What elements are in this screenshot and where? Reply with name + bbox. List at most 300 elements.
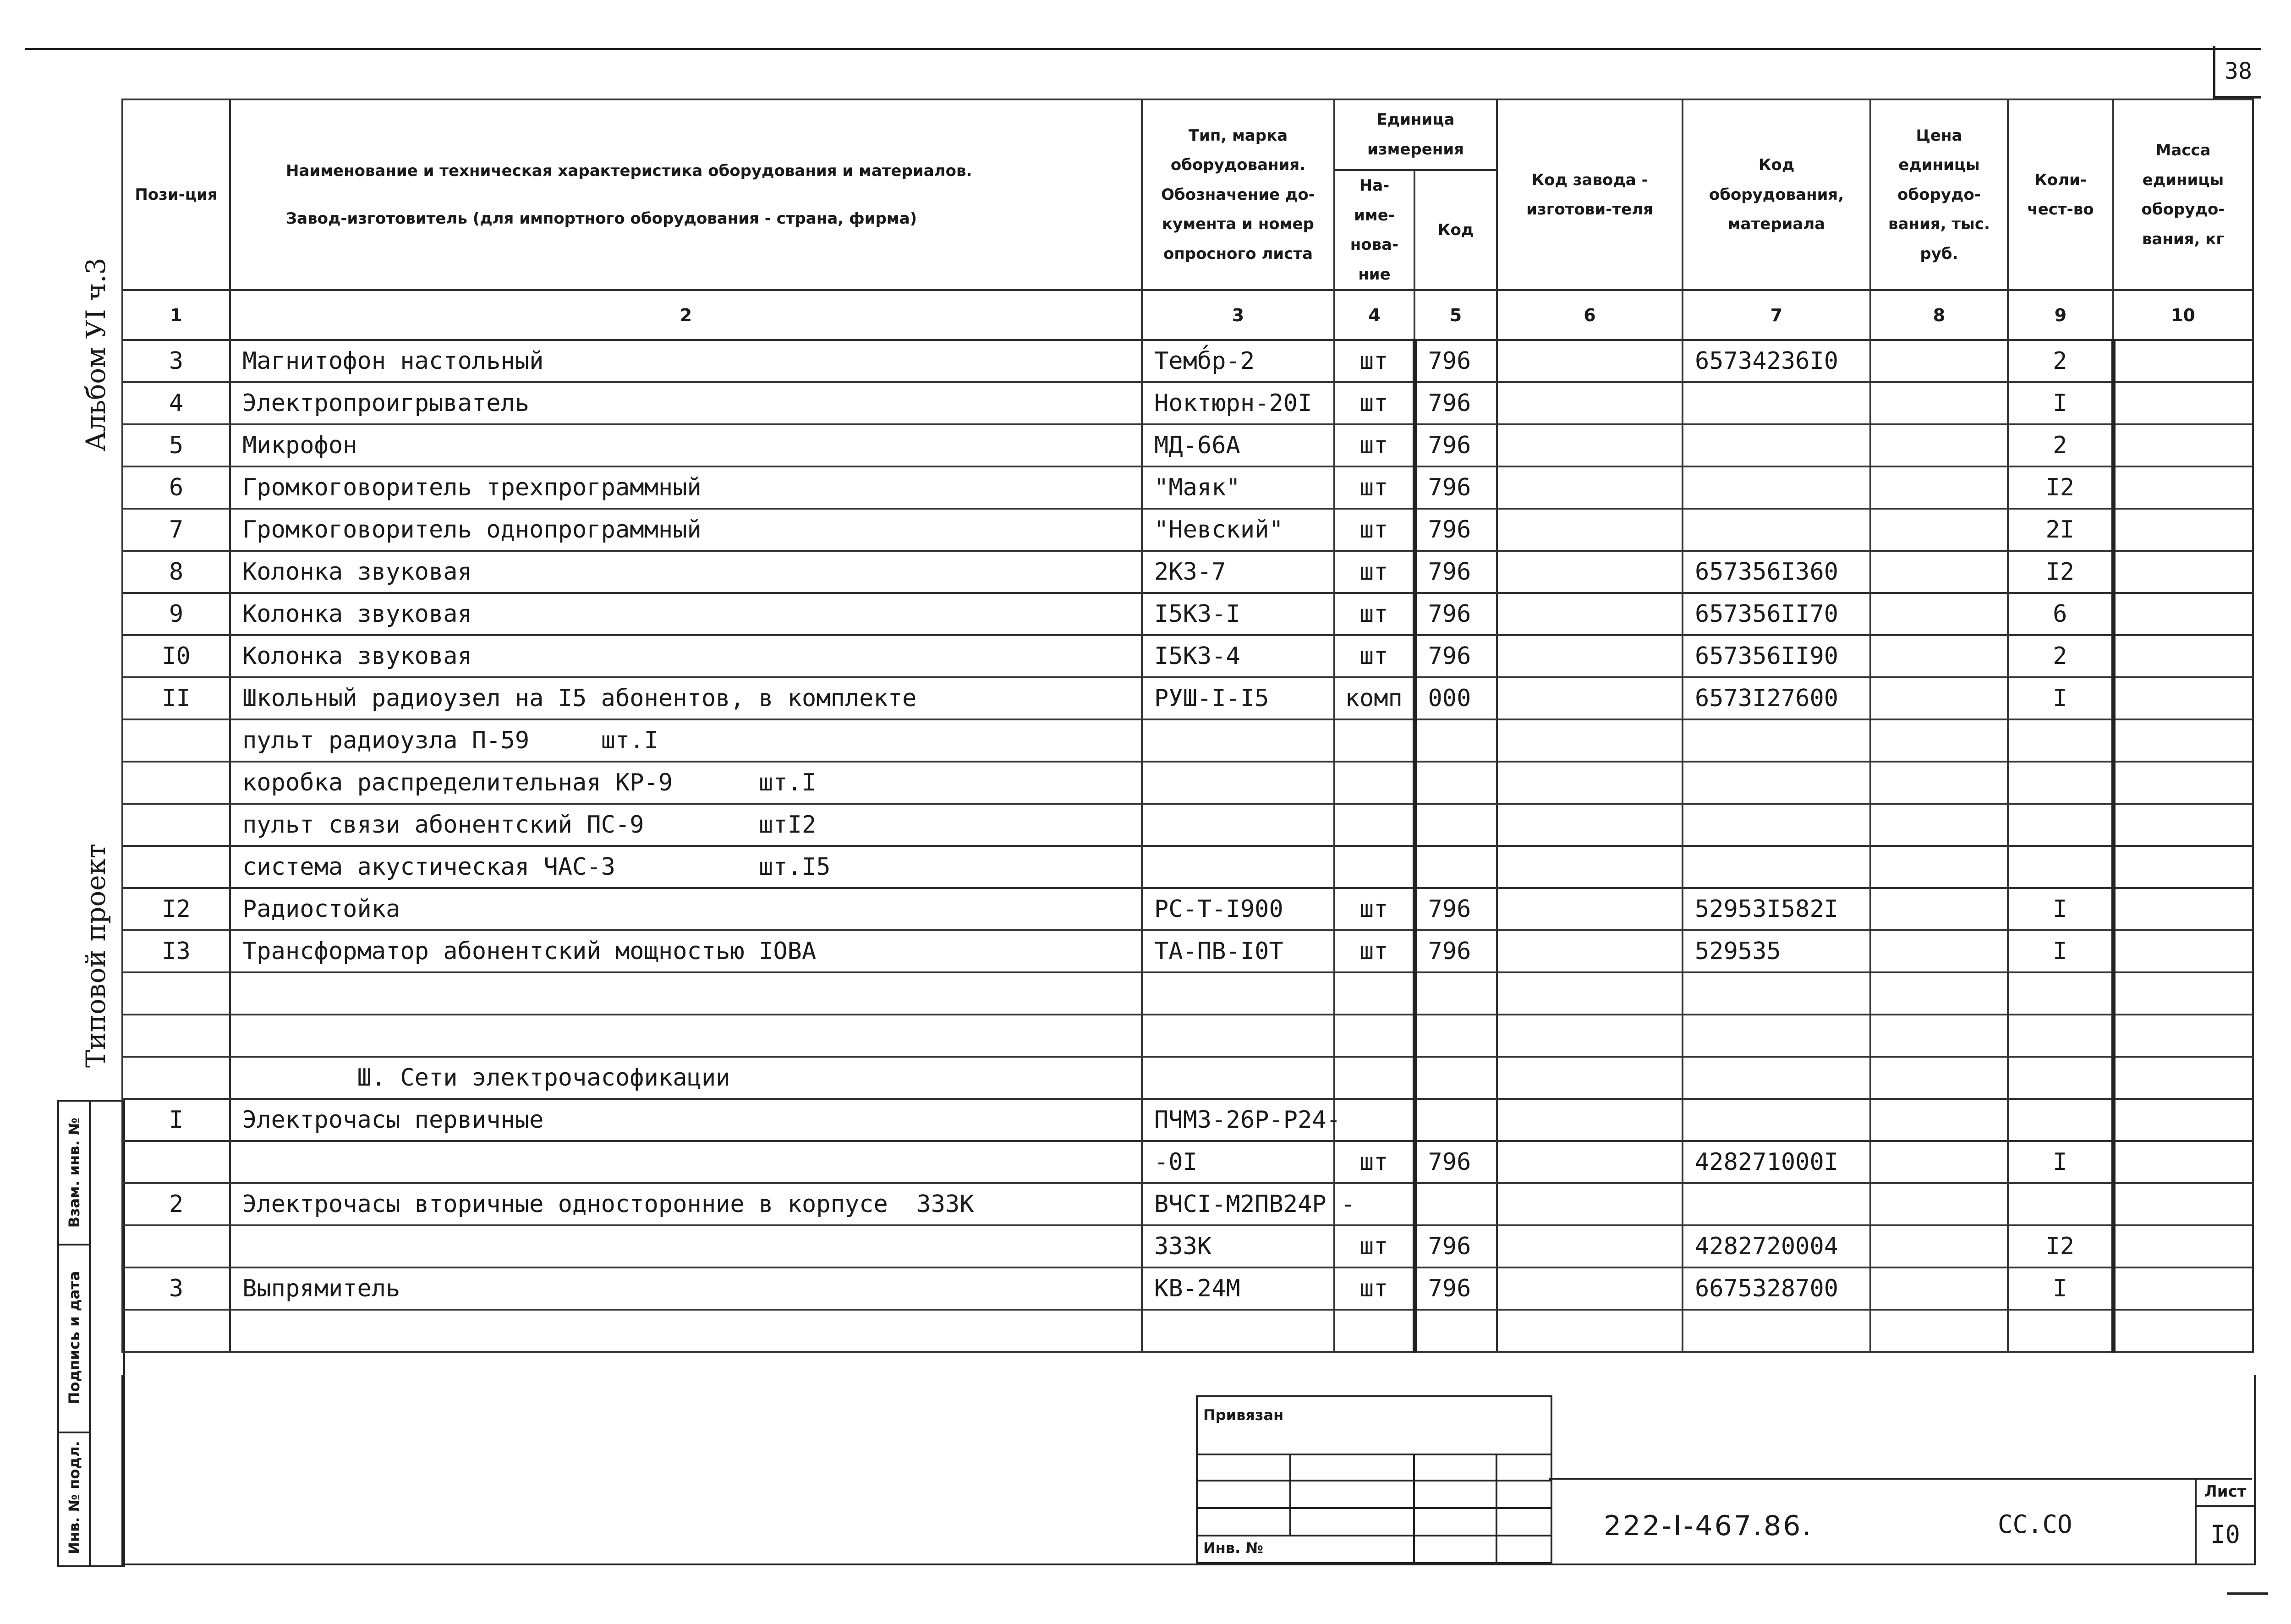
cell-position: 6 bbox=[122, 466, 230, 509]
cell-mass bbox=[2113, 1310, 2253, 1352]
cell-name: пульт связи абонентский ПС-9 штI2 bbox=[230, 804, 1142, 846]
cell-position: 3 bbox=[122, 340, 230, 382]
cell-mass bbox=[2113, 424, 2253, 466]
cell-factory-code bbox=[1497, 1099, 1683, 1141]
cell-position: 3 bbox=[122, 1267, 230, 1310]
cell-price bbox=[1870, 804, 2008, 846]
cell-unit-code bbox=[1414, 1310, 1497, 1352]
cell-type: I5КЗ-I bbox=[1142, 593, 1334, 635]
stamp-inv-no: Инв. № bbox=[1203, 1539, 1263, 1557]
column-number: 3 bbox=[1142, 290, 1334, 340]
side-stamp bbox=[57, 1100, 125, 1567]
header-type: Тип, марка оборудования. Обозначение до-кумента и номер опросного листа bbox=[1142, 99, 1334, 290]
table-row bbox=[122, 677, 2253, 719]
cell-unit-code: 796 bbox=[1414, 551, 1497, 593]
cell-position: II bbox=[122, 677, 230, 719]
cell-quantity bbox=[2008, 1015, 2113, 1057]
cell-name bbox=[230, 1015, 1142, 1057]
cell-equipment-code bbox=[1683, 762, 1870, 804]
cell-quantity bbox=[2008, 719, 2113, 762]
cell-position bbox=[122, 1057, 230, 1099]
cell-type: Темб́р-2 bbox=[1142, 340, 1334, 382]
cell-equipment-code: 657342З6I0 bbox=[1683, 340, 1870, 382]
column-number: 8 bbox=[1870, 290, 2008, 340]
table-row bbox=[122, 509, 2253, 551]
cell-name: Громкоговоритель трехпрограммный bbox=[230, 466, 1142, 509]
cell-mass bbox=[2113, 1225, 2253, 1267]
cell-type: ЗЗЗК bbox=[1142, 1225, 1334, 1267]
cell-price bbox=[1870, 1057, 2008, 1099]
cell-equipment-code bbox=[1683, 1099, 1870, 1141]
cell-type: "Маяк" bbox=[1142, 466, 1334, 509]
cell-price bbox=[1870, 466, 2008, 509]
cell-equipment-code bbox=[1683, 804, 1870, 846]
cell-type: Ноктюрн-20I bbox=[1142, 382, 1334, 424]
cell-position bbox=[122, 804, 230, 846]
cell-price bbox=[1870, 1099, 2008, 1141]
cell-factory-code bbox=[1497, 466, 1683, 509]
cell-price bbox=[1870, 930, 2008, 972]
cell-price bbox=[1870, 593, 2008, 635]
cell-mass bbox=[2113, 1015, 2253, 1057]
cell-quantity: 2I bbox=[2008, 509, 2113, 551]
cell-position: 8 bbox=[122, 551, 230, 593]
cell-unit: шт bbox=[1334, 635, 1414, 677]
cell-factory-code bbox=[1497, 1225, 1683, 1267]
cell-unit-code: 796 bbox=[1414, 635, 1497, 677]
cell-unit-code bbox=[1414, 1015, 1497, 1057]
header-mass: Масса единицы оборудо-вания, кг bbox=[2113, 99, 2253, 290]
cell-unit bbox=[1334, 1015, 1414, 1057]
cell-type: ТА-ПВ-I0Т bbox=[1142, 930, 1334, 972]
cell-equipment-code bbox=[1683, 1183, 1870, 1225]
cell-price bbox=[1870, 1183, 2008, 1225]
cell-equipment-code: 657ЗI27600 bbox=[1683, 677, 1870, 719]
table-row bbox=[122, 888, 2253, 930]
cell-unit-code: 796 bbox=[1414, 509, 1497, 551]
cell-unit: шт bbox=[1334, 1267, 1414, 1310]
header-price: Цена единицы оборудо-вания, тыс. руб. bbox=[1870, 99, 2008, 290]
cell-position bbox=[122, 1141, 230, 1183]
table-row bbox=[122, 340, 2253, 382]
side-stamp-inv: Инв. № подл. bbox=[65, 1441, 83, 1554]
cell-unit: шт bbox=[1334, 1225, 1414, 1267]
cell-name: коробка распределительная КР-9 шт.I bbox=[230, 762, 1142, 804]
cell-unit-code bbox=[1414, 719, 1497, 762]
table-row bbox=[122, 593, 2253, 635]
cell-price bbox=[1870, 1015, 2008, 1057]
cell-factory-code bbox=[1497, 424, 1683, 466]
cell-type: ВЧСI-М2ПВ24Р - bbox=[1142, 1183, 1334, 1225]
cell-unit: шт bbox=[1334, 888, 1414, 930]
cell-factory-code bbox=[1497, 719, 1683, 762]
table-row bbox=[122, 551, 2253, 593]
cell-equipment-code bbox=[1683, 719, 1870, 762]
cell-type: "Невский" bbox=[1142, 509, 1334, 551]
cell-mass bbox=[2113, 972, 2253, 1015]
cell-type: I5КЗ-4 bbox=[1142, 635, 1334, 677]
cell-name bbox=[230, 972, 1142, 1015]
cell-quantity: I bbox=[2008, 1267, 2113, 1310]
cell-position bbox=[122, 1310, 230, 1352]
cell-equipment-code: 657356II70 bbox=[1683, 593, 1870, 635]
cell-equipment-code: 657356I360 bbox=[1683, 551, 1870, 593]
cell-type: РС-Т-I900 bbox=[1142, 888, 1334, 930]
cell-unit bbox=[1334, 719, 1414, 762]
cell-mass bbox=[2113, 888, 2253, 930]
table-row bbox=[122, 466, 2253, 509]
cell-position: I bbox=[122, 1099, 230, 1141]
cell-mass bbox=[2113, 762, 2253, 804]
cell-equipment-code: 529535 bbox=[1683, 930, 1870, 972]
cell-unit: шт bbox=[1334, 424, 1414, 466]
cell-unit bbox=[1334, 1099, 1414, 1141]
cell-quantity: I bbox=[2008, 1141, 2113, 1183]
table-row bbox=[122, 1099, 2253, 1141]
cell-unit-code: 796 bbox=[1414, 930, 1497, 972]
cell-unit bbox=[1334, 1057, 1414, 1099]
table-row bbox=[122, 930, 2253, 972]
cell-type: КВ-24М bbox=[1142, 1267, 1334, 1310]
column-number: 4 bbox=[1334, 290, 1414, 340]
table-row bbox=[122, 1183, 2253, 1225]
cell-unit: шт bbox=[1334, 382, 1414, 424]
table-row bbox=[122, 762, 2253, 804]
header-position: Пози-ция bbox=[122, 99, 230, 290]
column-number: 7 bbox=[1683, 290, 1870, 340]
cell-equipment-code bbox=[1683, 1057, 1870, 1099]
cell-mass bbox=[2113, 846, 2253, 888]
cell-type: -0I bbox=[1142, 1141, 1334, 1183]
cell-quantity: 6 bbox=[2008, 593, 2113, 635]
cell-name: Микрофон bbox=[230, 424, 1142, 466]
cell-price bbox=[1870, 340, 2008, 382]
cell-price bbox=[1870, 972, 2008, 1015]
album-label: Альбом УI ч.3 bbox=[80, 258, 111, 451]
cell-unit: шт bbox=[1334, 1141, 1414, 1183]
cell-type bbox=[1142, 804, 1334, 846]
cell-quantity bbox=[2008, 1099, 2113, 1141]
sheet-value: I0 bbox=[2210, 1520, 2241, 1549]
side-stamp-vzam: Взам. инв. № bbox=[59, 1102, 89, 1245]
cell-equipment-code: 428271000I bbox=[1683, 1141, 1870, 1183]
cell-price bbox=[1870, 509, 2008, 551]
cell-price bbox=[1870, 719, 2008, 762]
cell-price bbox=[1870, 1267, 2008, 1310]
table-row bbox=[122, 424, 2253, 466]
cell-type bbox=[1142, 762, 1334, 804]
cell-mass bbox=[2113, 1099, 2253, 1141]
cell-name: Магнитофон настольный bbox=[230, 340, 1142, 382]
bottom-frame bbox=[121, 1375, 2256, 1565]
sheet-box bbox=[2195, 1478, 2254, 1564]
cell-factory-code bbox=[1497, 804, 1683, 846]
cell-position: 2 bbox=[122, 1183, 230, 1225]
cell-unit-code bbox=[1414, 846, 1497, 888]
table-row bbox=[122, 1015, 2253, 1057]
document-number: 222-I-467.86. bbox=[1604, 1510, 1813, 1542]
cell-unit-code: 796 bbox=[1414, 424, 1497, 466]
cell-mass bbox=[2113, 677, 2253, 719]
side-stamp-divider bbox=[89, 1102, 91, 1565]
table-row bbox=[122, 972, 2253, 1015]
cell-factory-code bbox=[1497, 677, 1683, 719]
cell-quantity bbox=[2008, 1310, 2113, 1352]
document-code: СС.СО bbox=[1998, 1510, 2072, 1539]
cell-equipment-code: 52953I582I bbox=[1683, 888, 1870, 930]
cell-price bbox=[1870, 551, 2008, 593]
cell-type bbox=[1142, 1057, 1334, 1099]
cell-factory-code bbox=[1497, 551, 1683, 593]
cell-mass bbox=[2113, 382, 2253, 424]
cell-mass bbox=[2113, 551, 2253, 593]
header-name-line2: Завод-изготовитель (для импортного оборудования - страна, фирма) bbox=[286, 209, 917, 228]
cell-unit-code bbox=[1414, 1099, 1497, 1141]
cell-type bbox=[1142, 846, 1334, 888]
cell-price bbox=[1870, 888, 2008, 930]
cell-factory-code bbox=[1497, 762, 1683, 804]
cell-quantity bbox=[2008, 804, 2113, 846]
cell-equipment-code: 6675328700 bbox=[1683, 1267, 1870, 1310]
cell-unit: шт bbox=[1334, 930, 1414, 972]
cell-unit bbox=[1334, 846, 1414, 888]
cell-name bbox=[230, 1310, 1142, 1352]
footer-dash bbox=[2227, 1592, 2268, 1595]
cell-factory-code bbox=[1497, 1267, 1683, 1310]
cell-unit-code: 796 bbox=[1414, 382, 1497, 424]
table-row bbox=[122, 846, 2253, 888]
cell-name: Выпрямитель bbox=[230, 1267, 1142, 1310]
cell-equipment-code bbox=[1683, 424, 1870, 466]
cell-unit-code bbox=[1414, 1183, 1497, 1225]
cell-name: Электрочасы первичные bbox=[230, 1099, 1142, 1141]
cell-mass bbox=[2113, 635, 2253, 677]
cell-unit-code bbox=[1414, 1057, 1497, 1099]
header-unit-code: Код bbox=[1414, 170, 1497, 290]
cell-unit-code: 796 bbox=[1414, 1225, 1497, 1267]
cell-equipment-code bbox=[1683, 509, 1870, 551]
cell-factory-code bbox=[1497, 382, 1683, 424]
cell-quantity bbox=[2008, 1183, 2113, 1225]
column-number: 9 bbox=[2008, 290, 2113, 340]
cell-unit-code: 796 bbox=[1414, 1141, 1497, 1183]
column-number: 1 bbox=[122, 290, 230, 340]
cell-quantity: 2 bbox=[2008, 424, 2113, 466]
cell-mass bbox=[2113, 466, 2253, 509]
cell-type bbox=[1142, 972, 1334, 1015]
cell-mass bbox=[2113, 719, 2253, 762]
cell-factory-code bbox=[1497, 1183, 1683, 1225]
cell-position bbox=[122, 762, 230, 804]
table-row bbox=[122, 719, 2253, 762]
cell-unit: шт bbox=[1334, 340, 1414, 382]
table-row bbox=[122, 382, 2253, 424]
cell-equipment-code bbox=[1683, 846, 1870, 888]
cell-name: Колонка звуковая bbox=[230, 635, 1142, 677]
cell-mass bbox=[2113, 1183, 2253, 1225]
cell-name bbox=[230, 1141, 1142, 1183]
cell-unit: шт bbox=[1334, 509, 1414, 551]
cell-position: 9 bbox=[122, 593, 230, 635]
cell-unit: шт bbox=[1334, 551, 1414, 593]
cell-quantity: I2 bbox=[2008, 551, 2113, 593]
cell-equipment-code bbox=[1683, 466, 1870, 509]
cell-type: РУШ-I-I5 bbox=[1142, 677, 1334, 719]
cell-position bbox=[122, 1225, 230, 1267]
cell-unit-code: 796 bbox=[1414, 340, 1497, 382]
header-unit-group: Единица измерения bbox=[1334, 99, 1497, 170]
cell-unit-code bbox=[1414, 804, 1497, 846]
cell-unit bbox=[1334, 762, 1414, 804]
cell-position bbox=[122, 972, 230, 1015]
cell-quantity bbox=[2008, 762, 2113, 804]
cell-position: I3 bbox=[122, 930, 230, 972]
header-quantity: Коли-чест-во bbox=[2008, 99, 2113, 290]
cell-quantity: I2 bbox=[2008, 466, 2113, 509]
cell-equipment-code bbox=[1683, 382, 1870, 424]
cell-name: Электропроигрыватель bbox=[230, 382, 1142, 424]
sheet-number: 38 bbox=[2213, 46, 2261, 99]
cell-mass bbox=[2113, 509, 2253, 551]
cell-type: 2КЗ-7 bbox=[1142, 551, 1334, 593]
cell-name: Колонка звуковая bbox=[230, 593, 1142, 635]
stamp-privyazan: Привязан bbox=[1203, 1406, 1284, 1424]
header-name-line1: Наименование и техническая характеристика оборудования и материалов. bbox=[286, 161, 972, 180]
cell-price bbox=[1870, 424, 2008, 466]
cell-unit-code: 796 bbox=[1414, 593, 1497, 635]
cell-position: 7 bbox=[122, 509, 230, 551]
cell-price bbox=[1870, 677, 2008, 719]
header-name bbox=[230, 99, 1142, 290]
cell-unit: шт bbox=[1334, 466, 1414, 509]
cell-quantity: I bbox=[2008, 888, 2113, 930]
cell-quantity: I bbox=[2008, 930, 2113, 972]
cell-quantity: I2 bbox=[2008, 1225, 2113, 1267]
table-row bbox=[122, 635, 2253, 677]
cell-unit bbox=[1334, 804, 1414, 846]
cell-mass bbox=[2113, 1141, 2253, 1183]
column-number: 10 bbox=[2113, 290, 2253, 340]
cell-type: ПЧМЗ-26Р-Р24- bbox=[1142, 1099, 1334, 1141]
cell-quantity: 2 bbox=[2008, 635, 2113, 677]
cell-type bbox=[1142, 719, 1334, 762]
cell-unit-code: 000 bbox=[1414, 677, 1497, 719]
cell-factory-code bbox=[1497, 1015, 1683, 1057]
cell-name bbox=[230, 1225, 1142, 1267]
equipment-table bbox=[121, 99, 2254, 1353]
cell-quantity: I bbox=[2008, 382, 2113, 424]
top-rule bbox=[25, 48, 2261, 50]
cell-quantity: 2 bbox=[2008, 340, 2113, 382]
cell-price bbox=[1870, 762, 2008, 804]
cell-unit-code bbox=[1414, 972, 1497, 1015]
column-number: 5 bbox=[1414, 290, 1497, 340]
cell-mass bbox=[2113, 1057, 2253, 1099]
cell-mass bbox=[2113, 593, 2253, 635]
cell-unit bbox=[1334, 1310, 1414, 1352]
cell-name: пульт радиоузла П-59 шт.I bbox=[230, 719, 1142, 762]
cell-price bbox=[1870, 1141, 2008, 1183]
cell-position bbox=[122, 1015, 230, 1057]
cell-position bbox=[122, 719, 230, 762]
doc-title-rule bbox=[1549, 1478, 2252, 1480]
cell-type: МД-66А bbox=[1142, 424, 1334, 466]
cell-name: Электрочасы вторичные односторонние в корпусе ЗЗЗК bbox=[230, 1183, 1142, 1225]
cell-price bbox=[1870, 846, 2008, 888]
cell-mass bbox=[2113, 340, 2253, 382]
cell-name: система акустическая ЧАС-3 шт.I5 bbox=[230, 846, 1142, 888]
column-number: 2 bbox=[230, 290, 1142, 340]
cell-factory-code bbox=[1497, 930, 1683, 972]
column-number: 6 bbox=[1497, 290, 1683, 340]
cell-unit-code bbox=[1414, 762, 1497, 804]
cell-name: Ш. Сети электрочасофикации bbox=[230, 1057, 1142, 1099]
cell-name: Колонка звуковая bbox=[230, 551, 1142, 593]
cell-quantity bbox=[2008, 1057, 2113, 1099]
cell-equipment-code bbox=[1683, 972, 1870, 1015]
cell-name: Трансформатор абонентский мощностью IОВА bbox=[230, 930, 1142, 972]
table-row bbox=[122, 1225, 2253, 1267]
table-row bbox=[122, 1057, 2253, 1099]
cell-price bbox=[1870, 1310, 2008, 1352]
cell-factory-code bbox=[1497, 888, 1683, 930]
cell-position: 5 bbox=[122, 424, 230, 466]
cell-quantity: I bbox=[2008, 677, 2113, 719]
cell-type bbox=[1142, 1015, 1334, 1057]
header-equipment-code: Код оборудования, материала bbox=[1683, 99, 1870, 290]
cell-price bbox=[1870, 382, 2008, 424]
cell-factory-code bbox=[1497, 635, 1683, 677]
cell-equipment-code: 657356II90 bbox=[1683, 635, 1870, 677]
cell-mass bbox=[2113, 930, 2253, 972]
cell-unit bbox=[1334, 972, 1414, 1015]
cell-quantity bbox=[2008, 846, 2113, 888]
cell-position: I2 bbox=[122, 888, 230, 930]
cell-unit-code: 796 bbox=[1414, 466, 1497, 509]
cell-mass bbox=[2113, 1267, 2253, 1310]
cell-position bbox=[122, 846, 230, 888]
cell-type bbox=[1142, 1310, 1334, 1352]
sheet-label: Лист bbox=[2197, 1478, 2254, 1507]
cell-factory-code bbox=[1497, 1310, 1683, 1352]
cell-factory-code bbox=[1497, 340, 1683, 382]
cell-factory-code bbox=[1497, 972, 1683, 1015]
cell-factory-code bbox=[1497, 593, 1683, 635]
cell-position: 4 bbox=[122, 382, 230, 424]
cell-unit: шт bbox=[1334, 593, 1414, 635]
cell-equipment-code bbox=[1683, 1015, 1870, 1057]
cell-quantity bbox=[2008, 972, 2113, 1015]
header-factory-code: Код завода - изготови-теля bbox=[1497, 99, 1683, 290]
cell-unit-code: 796 bbox=[1414, 888, 1497, 930]
side-stamp-podpis: Подпись и дата bbox=[59, 1244, 89, 1433]
table-row bbox=[122, 804, 2253, 846]
cell-unit: комп bbox=[1334, 677, 1414, 719]
table-row bbox=[122, 1267, 2253, 1310]
cell-factory-code bbox=[1497, 509, 1683, 551]
table-row bbox=[122, 1141, 2253, 1183]
table-body bbox=[122, 340, 2253, 1352]
binding-stamp bbox=[1196, 1395, 1552, 1564]
cell-factory-code bbox=[1497, 1141, 1683, 1183]
cell-price bbox=[1870, 635, 2008, 677]
cell-name: Радиостойка bbox=[230, 888, 1142, 930]
project-type-label: Типовой проект bbox=[80, 844, 111, 1068]
cell-equipment-code: 4282720004 bbox=[1683, 1225, 1870, 1267]
cell-position: I0 bbox=[122, 635, 230, 677]
cell-name: Школьный радиоузел на I5 абонентов, в комплекте bbox=[230, 677, 1142, 719]
column-numbers-row bbox=[122, 290, 2253, 340]
